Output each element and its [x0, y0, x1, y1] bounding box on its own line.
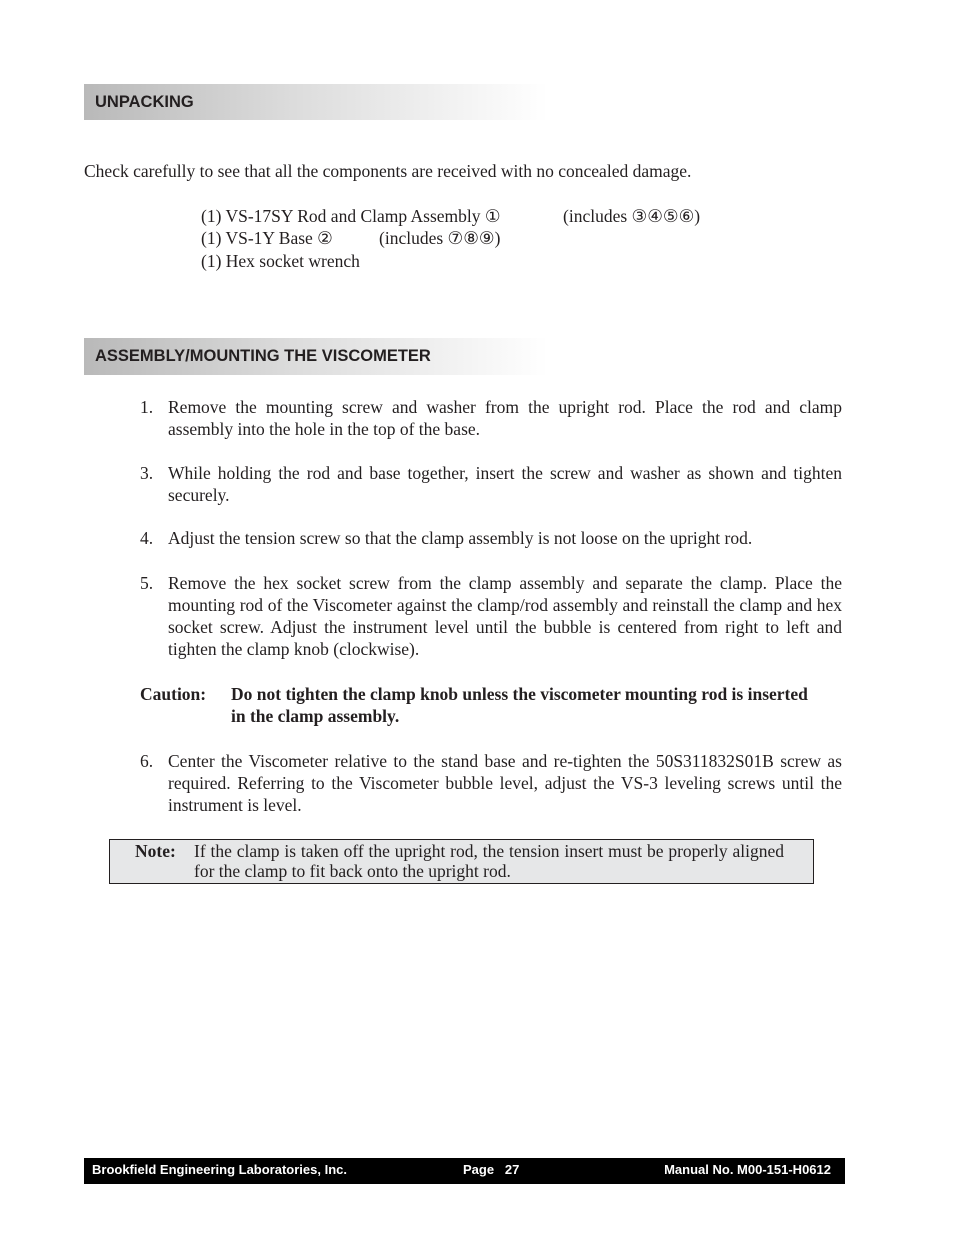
step-number-1: 1.: [140, 397, 154, 417]
footer-page-number: Page 27: [463, 1162, 520, 1177]
component-item-base: (1) VS-1Y Base ②: [201, 228, 333, 248]
footer-company: Brookfield Engineering Laboratories, Inc.: [92, 1162, 347, 1177]
step-number-4: 4.: [140, 528, 154, 548]
step-number-5: 5.: [140, 573, 154, 593]
component-includes-rod-clamp: (includes ③④⑤⑥): [563, 206, 701, 226]
note-box: [109, 839, 814, 884]
note-text: If the clamp is taken off the upright rod, the tension insert must be properly aligned for the clamp to fit back onto the upright rod.: [194, 841, 784, 881]
section-header-assembly: ASSEMBLY/MOUNTING THE VISCOMETER: [84, 338, 548, 375]
component-item-rod-clamp: (1) VS-17SY Rod and Clamp Assembly ①: [201, 206, 501, 226]
step-text-6: Center the Viscometer relative to the stand base and re-tighten the 50S311832S01B screw as required. Referring to the Viscometer bubble level, adjust the VS-3 leveling screws until the instrument is level.: [168, 751, 842, 815]
unpacking-intro: Check carefully to see that all the components are received with no concealed damage.: [84, 161, 692, 181]
caution-label: Caution:: [140, 684, 207, 704]
page-footer: [84, 1158, 845, 1184]
step-text-4: Adjust the tension screw so that the clamp assembly is not loose on the upright rod.: [168, 528, 753, 548]
step-text-5: Remove the hex socket screw from the clamp assembly and separate the clamp. Place the mounting rod of the Viscometer against the clamp/rod assembly and reinstall the clamp and hex socket screw. Adjust the instrument level until the bubble is centered from right to left and tighten the clamp knob (clockwise).: [168, 573, 842, 659]
section-header-unpacking: UNPACKING: [84, 84, 548, 120]
footer-manual-number: Manual No. M00-151-H0612: [664, 1162, 831, 1177]
step-number-6: 6.: [140, 751, 154, 771]
note-label: Note:: [135, 841, 176, 861]
step-number-3: 3.: [140, 463, 154, 483]
caution-text: Do not tighten the clamp knob unless the viscometer mounting rod is inserted in the clamp assembly.: [231, 684, 808, 726]
step-text-1: Remove the mounting screw and washer from the upright rod. Place the rod and clamp assembly into the hole in the top of the base.: [168, 397, 842, 439]
component-item-hex-wrench: (1) Hex socket wrench: [201, 251, 360, 271]
step-text-3: While holding the rod and base together, insert the screw and washer as shown and tighten securely.: [168, 463, 842, 505]
component-includes-base: (includes ⑦⑧⑨): [379, 228, 501, 248]
